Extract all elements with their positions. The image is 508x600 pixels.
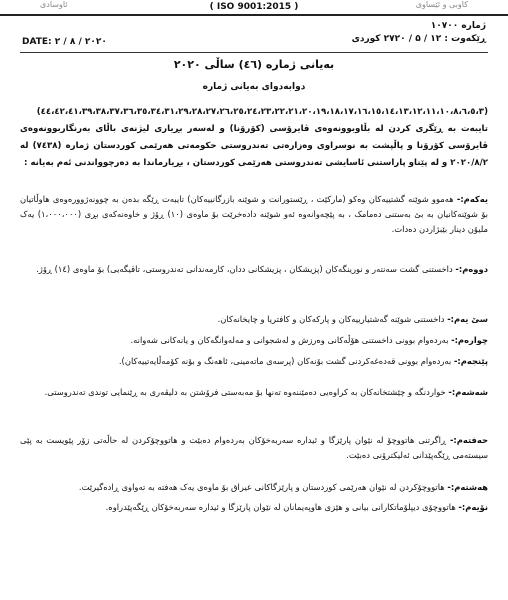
iso-certification: ( ISO 9001:2015 ) bbox=[209, 2, 299, 12]
reference-number: ژماره ۱۰۷۰۰ bbox=[430, 21, 486, 31]
item-text: ڕاگرتنی هاتووچۆ لە نێوان پارێزگا و ئیدارە سەربەخۆکان بەردەوام دەبێت و هاتووچۆکردن لە حاڵەتی زۆر پێویست بە پێی سیستەمی ڕێگەپێدانی ئەلیکترۆنی دەبێت. bbox=[20, 435, 488, 460]
list-item bbox=[20, 354, 488, 369]
item-label: چوارەم:- bbox=[451, 335, 488, 345]
reference-date: ڕێکەوت : ۱۲ / ۵ / ۲۷۲۰ کوردی bbox=[351, 34, 486, 44]
item-label: شەشەم:- bbox=[448, 387, 488, 397]
item-label: پێنجەم:- bbox=[453, 356, 488, 366]
list-item bbox=[20, 480, 488, 495]
item-label: سێ یەم:- bbox=[447, 314, 488, 324]
list-item bbox=[20, 192, 488, 237]
item-label: حەفتەم:- bbox=[449, 435, 488, 445]
item-text: هەموو شوێنە گشتییەکان وەکو (مارکێت ، ڕێستورانت و شوێنە بازرگانییەکان) تایبەت ڕێگە بدەن بە چوونەژوورەوەی هاوڵاتیان بۆ شوێنەکانیان بە بێ بەستنی دەمامک ، بە پێچەوانەوە ئەو شوێنە دادەخرێت بۆ ماوەی (١٠) ڕۆژ و خاوەنەکەی بڕی (١،٠٠٠،٠٠٠) یەک ملیۆن دینار بێبژاردن دەدات. bbox=[20, 194, 488, 234]
english-date: DATE: ٢٠٢٠ / ٨ / ٢ bbox=[22, 37, 107, 47]
list-item bbox=[20, 433, 488, 463]
list-item bbox=[20, 500, 488, 515]
intro-paragraph: (٤٤،٤٢،٤١،٣٩،٣٨،٣٧،٣٦،٣٥،٣٤،٣١،٢٩،٢٨،٢٧،٢٦،٢٥،٢٤،٢٣،٢٢،٢١،٢٠،١٩،١٨،١٧،١٦،١٥،١٤،١٣،١٢،١١،١٠،٨،٦،٥،٣) تایبەت بە ڕێگری کردن لە بڵاوبوونەوەی ڤایرۆسی (کۆرۆنا) و لەسەر بڕیاری لیژنەی باڵای بەرنگاربوونەوەی ڤایرۆسی کۆرۆنا و پاڵپشت بە نوسراوی وەزارەتی تەندروستی حکومەتی هەرێمی کوردستان ژمارە (٧٤٣٨) لە ٢٠٢٠/٨/٢ و لە پێناو پاراستنی ئاسایشی تەندروستی هەرێمی کوردستان ، بڕیارماندا بە دەرچوواندنی ئەم بەیانە : bbox=[20, 107, 488, 168]
header-divider bbox=[20, 52, 488, 53]
item-label: یەکەم:- bbox=[456, 194, 488, 204]
item-text: داخستنی گشت سەنتەر و نورینگەکان (پزیشکان ، پزیشکانی ددان، کارمەندانی تەندروستی، تاقیگەیی) بۆ ماوەی (١٤) ڕۆژ. bbox=[36, 264, 453, 274]
item-text: هاتووچۆکردن لە نێوان هەرێمی کوردستان و پارێزگاکانی عیراق بۆ ماوەی یەک هەفتە بە تەواوی ڕادەگیرێت. bbox=[78, 482, 445, 492]
item-text: هاتووچۆی دیپلۆماتکارانی بیانی و هێزی هاوپەیمانان لە نێوان پارێزگا و ئیدارە سەربەخۆکان ڕێگەپێدراوە. bbox=[105, 502, 456, 512]
item-text: داخستنی شوێنە گەشتیارییەکان و پارکەکان و کافتریا و چایخانەکان. bbox=[217, 314, 445, 324]
item-label: هەشتەم:- bbox=[447, 482, 488, 492]
list-item bbox=[20, 312, 488, 327]
statement-subtitle: دوابەدوای بەیانی ژمارە bbox=[202, 82, 306, 92]
list-item bbox=[20, 385, 488, 400]
letterhead-bar bbox=[0, 0, 508, 16]
item-label: نۆیەم:- bbox=[458, 502, 488, 512]
item-label: دووەم:- bbox=[455, 264, 488, 274]
list-item bbox=[20, 262, 488, 277]
letterhead-left-fragment: ئاوسادی bbox=[40, 0, 68, 9]
item-text: بەردەوام بوونی داخستنی هۆڵەکانی وەرزش و لەشجوانی و مەلەوانگەکان و یانەکانی شەوانە. bbox=[130, 335, 449, 345]
list-item bbox=[20, 333, 488, 348]
item-text: خواردنگە و چێشتخانەکان بە کراوەیی دەمێننەوە تەنها بۆ مەبەستی فرۆشتن بە دلیڤەری بە ڕێنمایی توندی تەندروستی. bbox=[44, 387, 446, 397]
item-text: بەردەوام بوونی قەدەغەکردنی گشت بۆنەکان (پرسەی ماتەمینی، ئاهەنگ و بۆنە کۆمەڵایەتییەکان). bbox=[118, 356, 452, 366]
statement-title: بەیانی ژمارە (٤٦) ساڵی ٢٠٢٠ bbox=[173, 58, 335, 71]
letterhead-right-fragment: کاوبی و ئێساوی bbox=[415, 0, 468, 9]
reference-block bbox=[352, 20, 486, 46]
